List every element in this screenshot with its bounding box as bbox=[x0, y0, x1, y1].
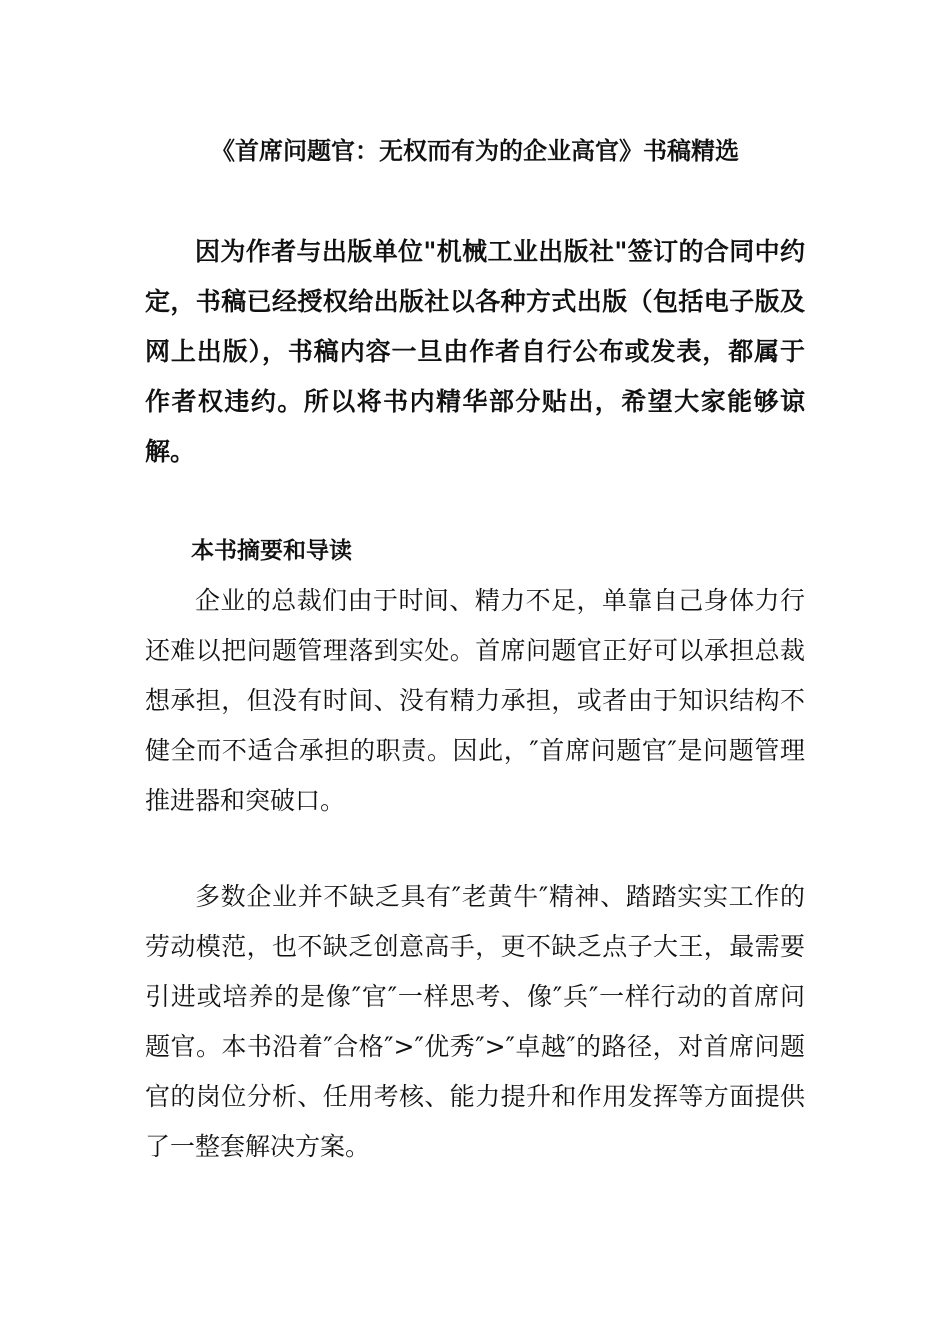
document-title: 《首席问题官：无权而有为的企业高官》书稿精选 bbox=[211, 136, 739, 165]
copyright-notice: 因为作者与出版单位"机械工业出版社"签订的合同中约定，书稿已经授权给出版社以各种方式出版（包括电子版及网上出版），书稿内容一旦由作者自行公布或发表，都属于作者权违约。所以将书内精华部分贴出，希望大家能够谅解。 bbox=[145, 237, 805, 466]
summary-paragraph-2: 多数企业并不缺乏具有″老黄牛″精神、踏踏实实工作的劳动模范，也不缺乏创意高手，更不缺乏点子大王，最需要引进或培养的是像″官″一样思考、像″兵″一样行动的首席问题官。本书沿着″合格″>″优秀″>″卓越″的路径，对首席问题官的岗位分析、任用考核、能力提升和作用发挥等方面提供了一整套解决方案。 bbox=[145, 882, 805, 1161]
section-heading: 本书摘要和导读 bbox=[191, 537, 352, 564]
summary-paragraph-1: 企业的总裁们由于时间、精力不足，单靠自己身体力行还难以把问题管理落到实处。首席问题官正好可以承担总裁想承担，但没有时间、没有精力承担，或者由于知识结构不健全而不适合承担的职责。因此，″首席问题官″是问题管理推进器和突破口。 bbox=[145, 586, 805, 815]
